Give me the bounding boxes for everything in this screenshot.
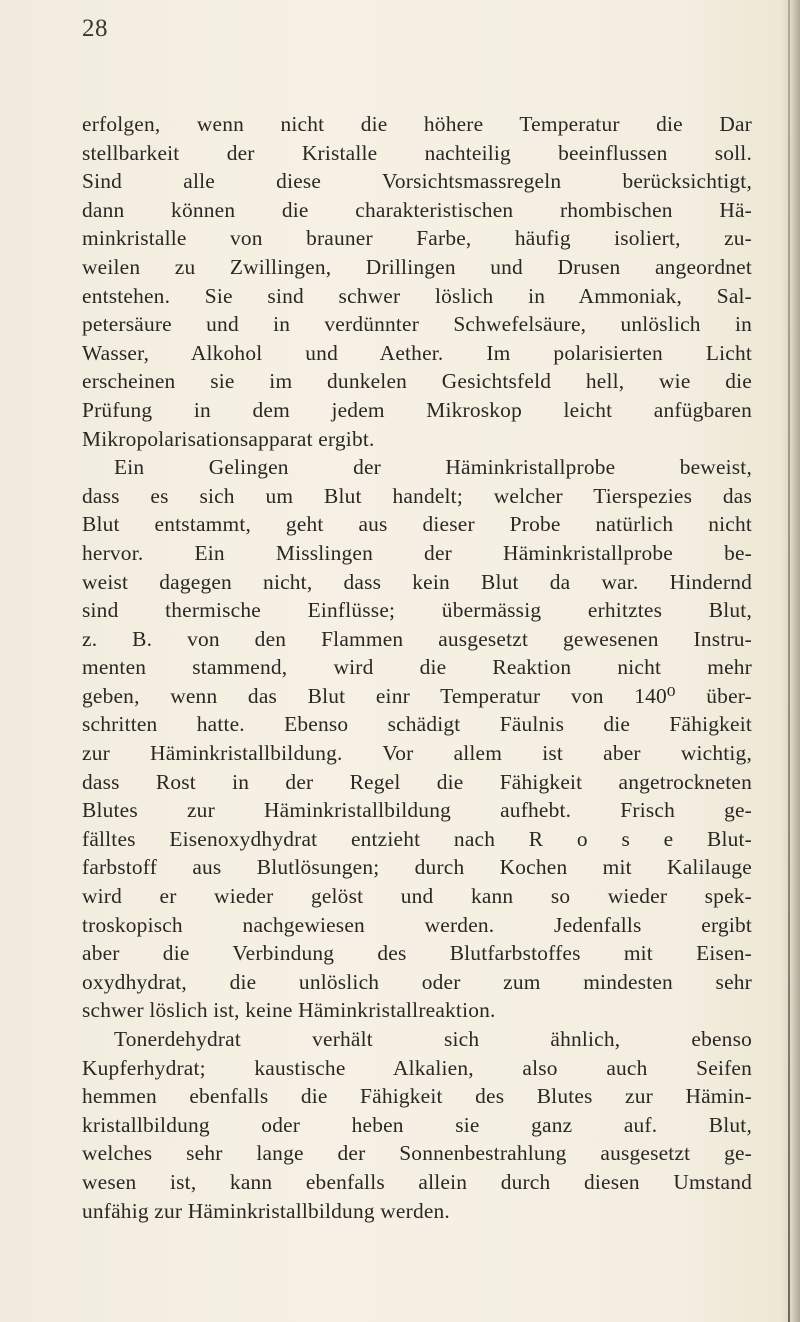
text-line: sind thermische Einflüsse; übermässig erhitztes Blut, (82, 598, 752, 623)
page-edge-shadow (780, 0, 800, 1322)
text-line: Ein Gelingen der Häminkristallprobe beweist, (114, 455, 752, 480)
page-edge-line (788, 0, 790, 1322)
text-line: Blut entstammt, geht aus dieser Probe natürlich nicht (82, 512, 752, 537)
text-line: oxydhydrat, die unlöslich oder zum mindesten sehr (82, 969, 752, 994)
text-line: dass es sich um Blut handelt; welcher Tierspezies das (82, 483, 752, 508)
text-line: geben, wenn das Blut einr Temperatur von 140⁰ über- (82, 683, 752, 708)
text-line: dass Rost in der Regel die Fähigkeit angetrockneten (82, 769, 752, 794)
text-line: stellbarkeit der Kristalle nachteilig beeinflussen soll. (82, 140, 752, 165)
text-body (82, 110, 752, 1225)
text-line: fälltes Eisenoxydhydrat entzieht nach R o s e Blut- (82, 826, 752, 851)
text-line: unfähig zur Häminkristallbildung werden. (82, 1198, 450, 1223)
text-line: kristallbildung oder heben sie ganz auf. Blut, (82, 1112, 752, 1137)
paragraph (82, 1025, 752, 1225)
text-line: hervor. Ein Misslingen der Häminkristallprobe be- (82, 540, 752, 565)
text-line: wesen ist, kann ebenfalls allein durch diesen Umstand (82, 1169, 752, 1194)
text-line: Sind alle diese Vorsichtsmassregeln berücksichtigt, (82, 169, 752, 194)
text-line: zur Häminkristallbildung. Vor allem ist aber wichtig, (82, 741, 752, 766)
text-line: Blutes zur Häminkristallbildung aufhebt. Frisch ge- (82, 798, 752, 823)
text-line: troskopisch nachgewiesen werden. Jedenfalls ergibt (82, 912, 752, 937)
text-line: welches sehr lange der Sonnenbestrahlung ausgesetzt ge- (82, 1141, 752, 1166)
text-line: erscheinen sie im dunkelen Gesichtsfeld hell, wie die (82, 369, 752, 394)
text-line: entstehen. Sie sind schwer löslich in Ammoniak, Sal- (82, 283, 752, 308)
text-line: schritten hatte. Ebenso schädigt Fäulnis die Fähigkeit (82, 712, 752, 737)
text-line: hemmen ebenfalls die Fähigkeit des Blutes zur Hämin- (82, 1084, 752, 1109)
text-line: weilen zu Zwillingen, Drillingen und Drusen angeordnet (82, 254, 752, 279)
text-line: aber die Verbindung des Blutfarbstoffes mit Eisen- (82, 941, 752, 966)
text-line: petersäure und in verdünnter Schwefelsäure, unlöslich in (82, 312, 752, 337)
text-line: schwer löslich ist, keine Häminkristallreaktion. (82, 998, 496, 1023)
text-line: erfolgen, wenn nicht die höhere Temperatur die Dar (82, 112, 752, 136)
text-line: weist dagegen nicht, dass kein Blut da war. Hindernd (82, 569, 752, 594)
text-line: minkristalle von brauner Farbe, häufig isoliert, zu- (82, 226, 752, 251)
text-line: Mikropolarisationsapparat ergibt. (82, 426, 375, 451)
text-line: Tonerdehydrat verhält sich ähnlich, ebenso (114, 1027, 752, 1051)
text-line: z. B. von den Flammen ausgesetzt gewesenen Instru- (82, 626, 752, 651)
paragraph (82, 453, 752, 1025)
text-line: farbstoff aus Blutlösungen; durch Kochen mit Kalilauge (82, 855, 752, 880)
paragraph (82, 110, 752, 453)
text-line: wird er wieder gelöst und kann so wieder spek- (82, 884, 752, 909)
page-number: 28 (82, 15, 108, 42)
text-line: menten stammend, wird die Reaktion nicht mehr (82, 655, 752, 680)
text-line: Prüfung in dem jedem Mikroskop leicht anfügbaren (82, 397, 752, 422)
text-line: Wasser, Alkohol und Aether. Im polarisierten Licht (82, 340, 752, 365)
text-line: dann können die charakteristischen rhombischen Hä- (82, 197, 752, 222)
text-line: Kupferhydrat; kaustische Alkalien, also auch Seifen (82, 1055, 752, 1080)
